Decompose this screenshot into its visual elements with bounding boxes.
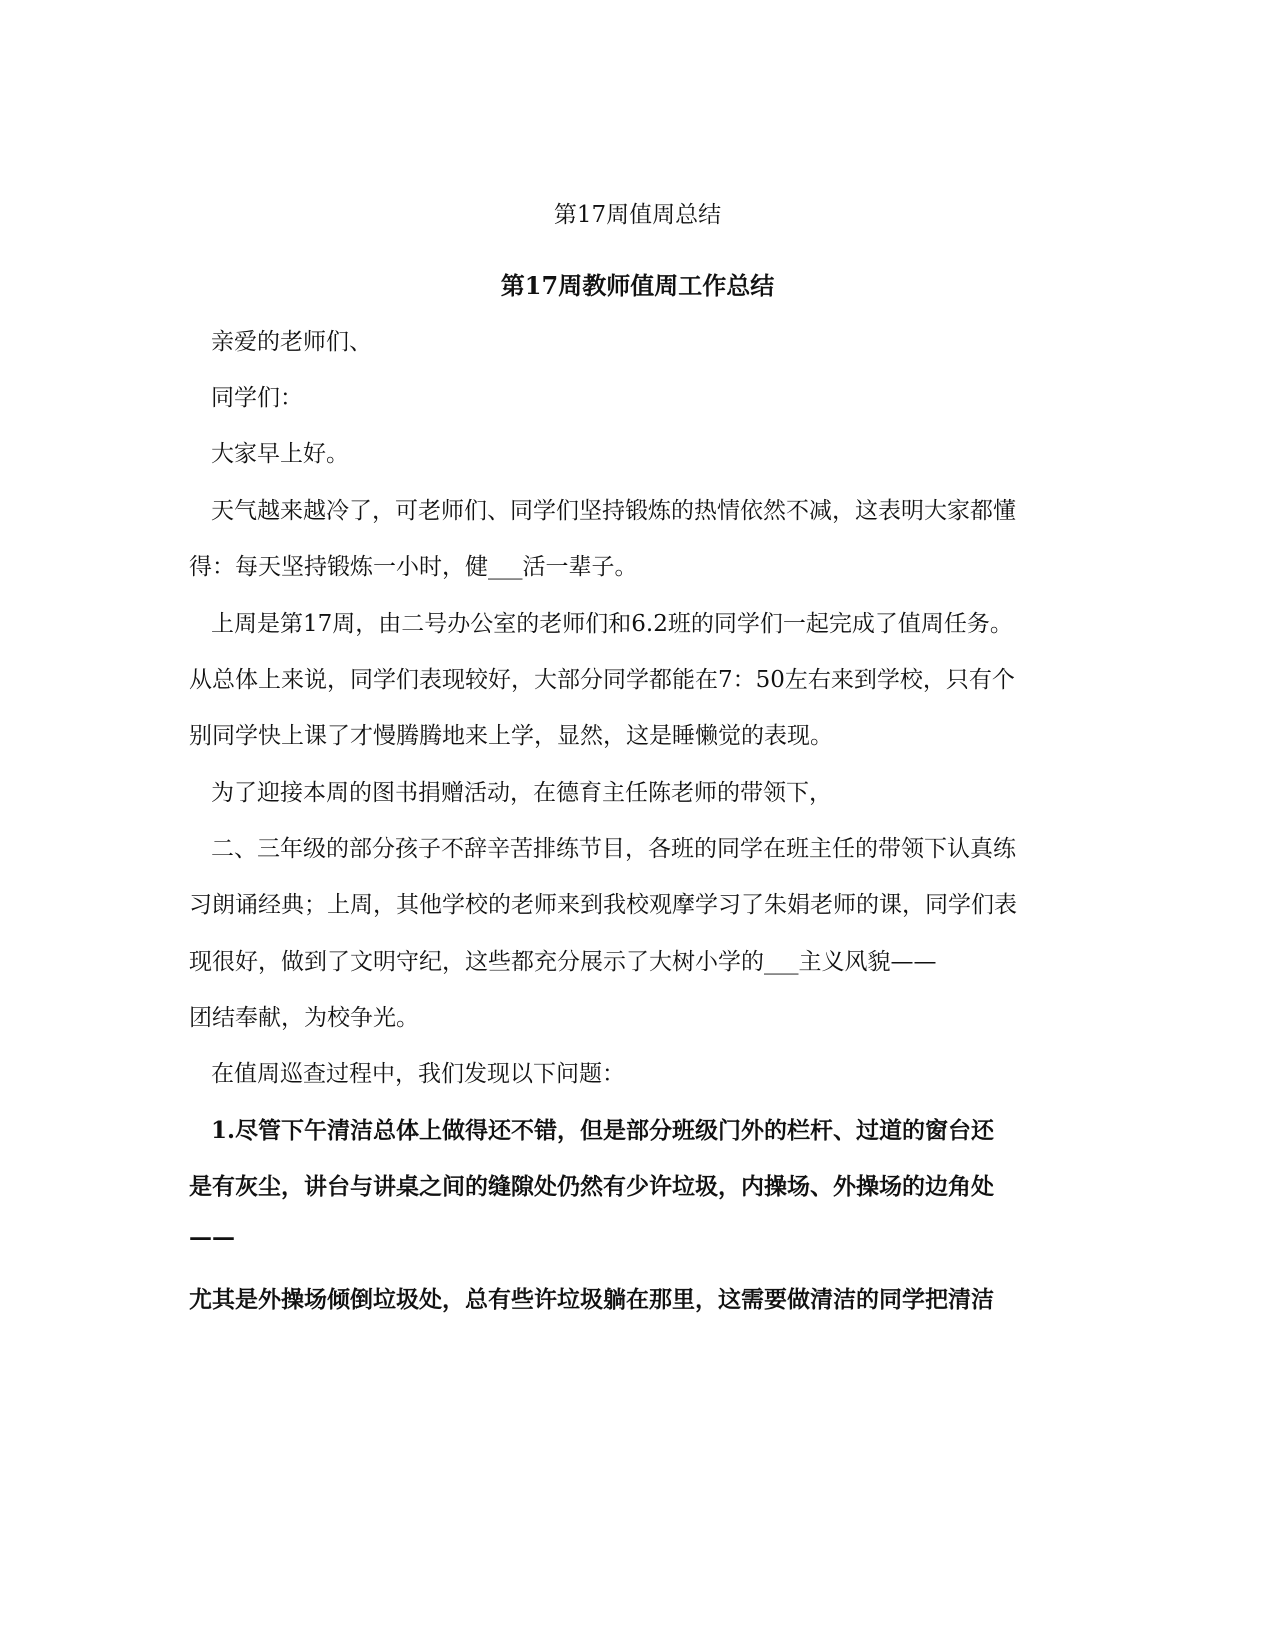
issue-line: —— bbox=[189, 1224, 235, 1251]
paragraph-line: 现很好，做到了文明守纪，这些都充分展示了大树小学的___主义风貌—— bbox=[189, 949, 937, 975]
greeting-line: 同学们： bbox=[211, 385, 303, 411]
paragraph-line: 天气越来越冷了，可老师们、同学们坚持锻炼的热情依然不减，这表明大家都懂 bbox=[211, 498, 1016, 524]
issue-line: 1.尽管下午清洁总体上做得还不错，但是部分班级门外的栏杆、过道的窗台还 bbox=[211, 1117, 995, 1144]
paragraph-line: 从总体上来说，同学们表现较好，大部分同学都能在7：50左右来到学校，只有个 bbox=[189, 667, 1015, 693]
greeting-line: 亲爱的老师们、 bbox=[211, 329, 372, 355]
paragraph-line: 别同学快上课了才慢腾腾地来上学，显然，这是睡懒觉的表现。 bbox=[189, 723, 833, 749]
paragraph-line: 团结奉献，为校争光。 bbox=[189, 1005, 419, 1031]
paragraph-line: 为了迎接本周的图书捐赠活动，在德育主任陈老师的带领下， bbox=[211, 780, 832, 806]
paragraph-line: 习朗诵经典；上周，其他学校的老师来到我校观摩学习了朱娟老师的课，同学们表 bbox=[189, 892, 1017, 918]
document-title: 第17周值周总结 bbox=[553, 202, 722, 228]
paragraph-line: 在值周巡查过程中，我们发现以下问题： bbox=[211, 1061, 625, 1087]
paragraph-line: 得：每天坚持锻炼一小时，健___活一辈子。 bbox=[189, 554, 638, 580]
greeting-line: 大家早上好。 bbox=[211, 441, 349, 467]
paragraph-line: 上周是第17周，由二号办公室的老师们和6.2班的同学们一起完成了值周任务。 bbox=[211, 611, 1013, 637]
issue-line: 尤其是外操场倾倒垃圾处，总有些许垃圾躺在那里，这需要做清洁的同学把清洁 bbox=[189, 1286, 994, 1313]
paragraph-line: 二、三年级的部分孩子不辞辛苦排练节目，各班的同学在班主任的带领下认真练 bbox=[211, 836, 1016, 862]
document-subtitle: 第17周教师值周工作总结 bbox=[500, 271, 775, 300]
issue-line: 是有灰尘，讲台与讲桌之间的缝隙处仍然有少许垃圾，内操场、外操场的边角处 bbox=[189, 1173, 994, 1200]
